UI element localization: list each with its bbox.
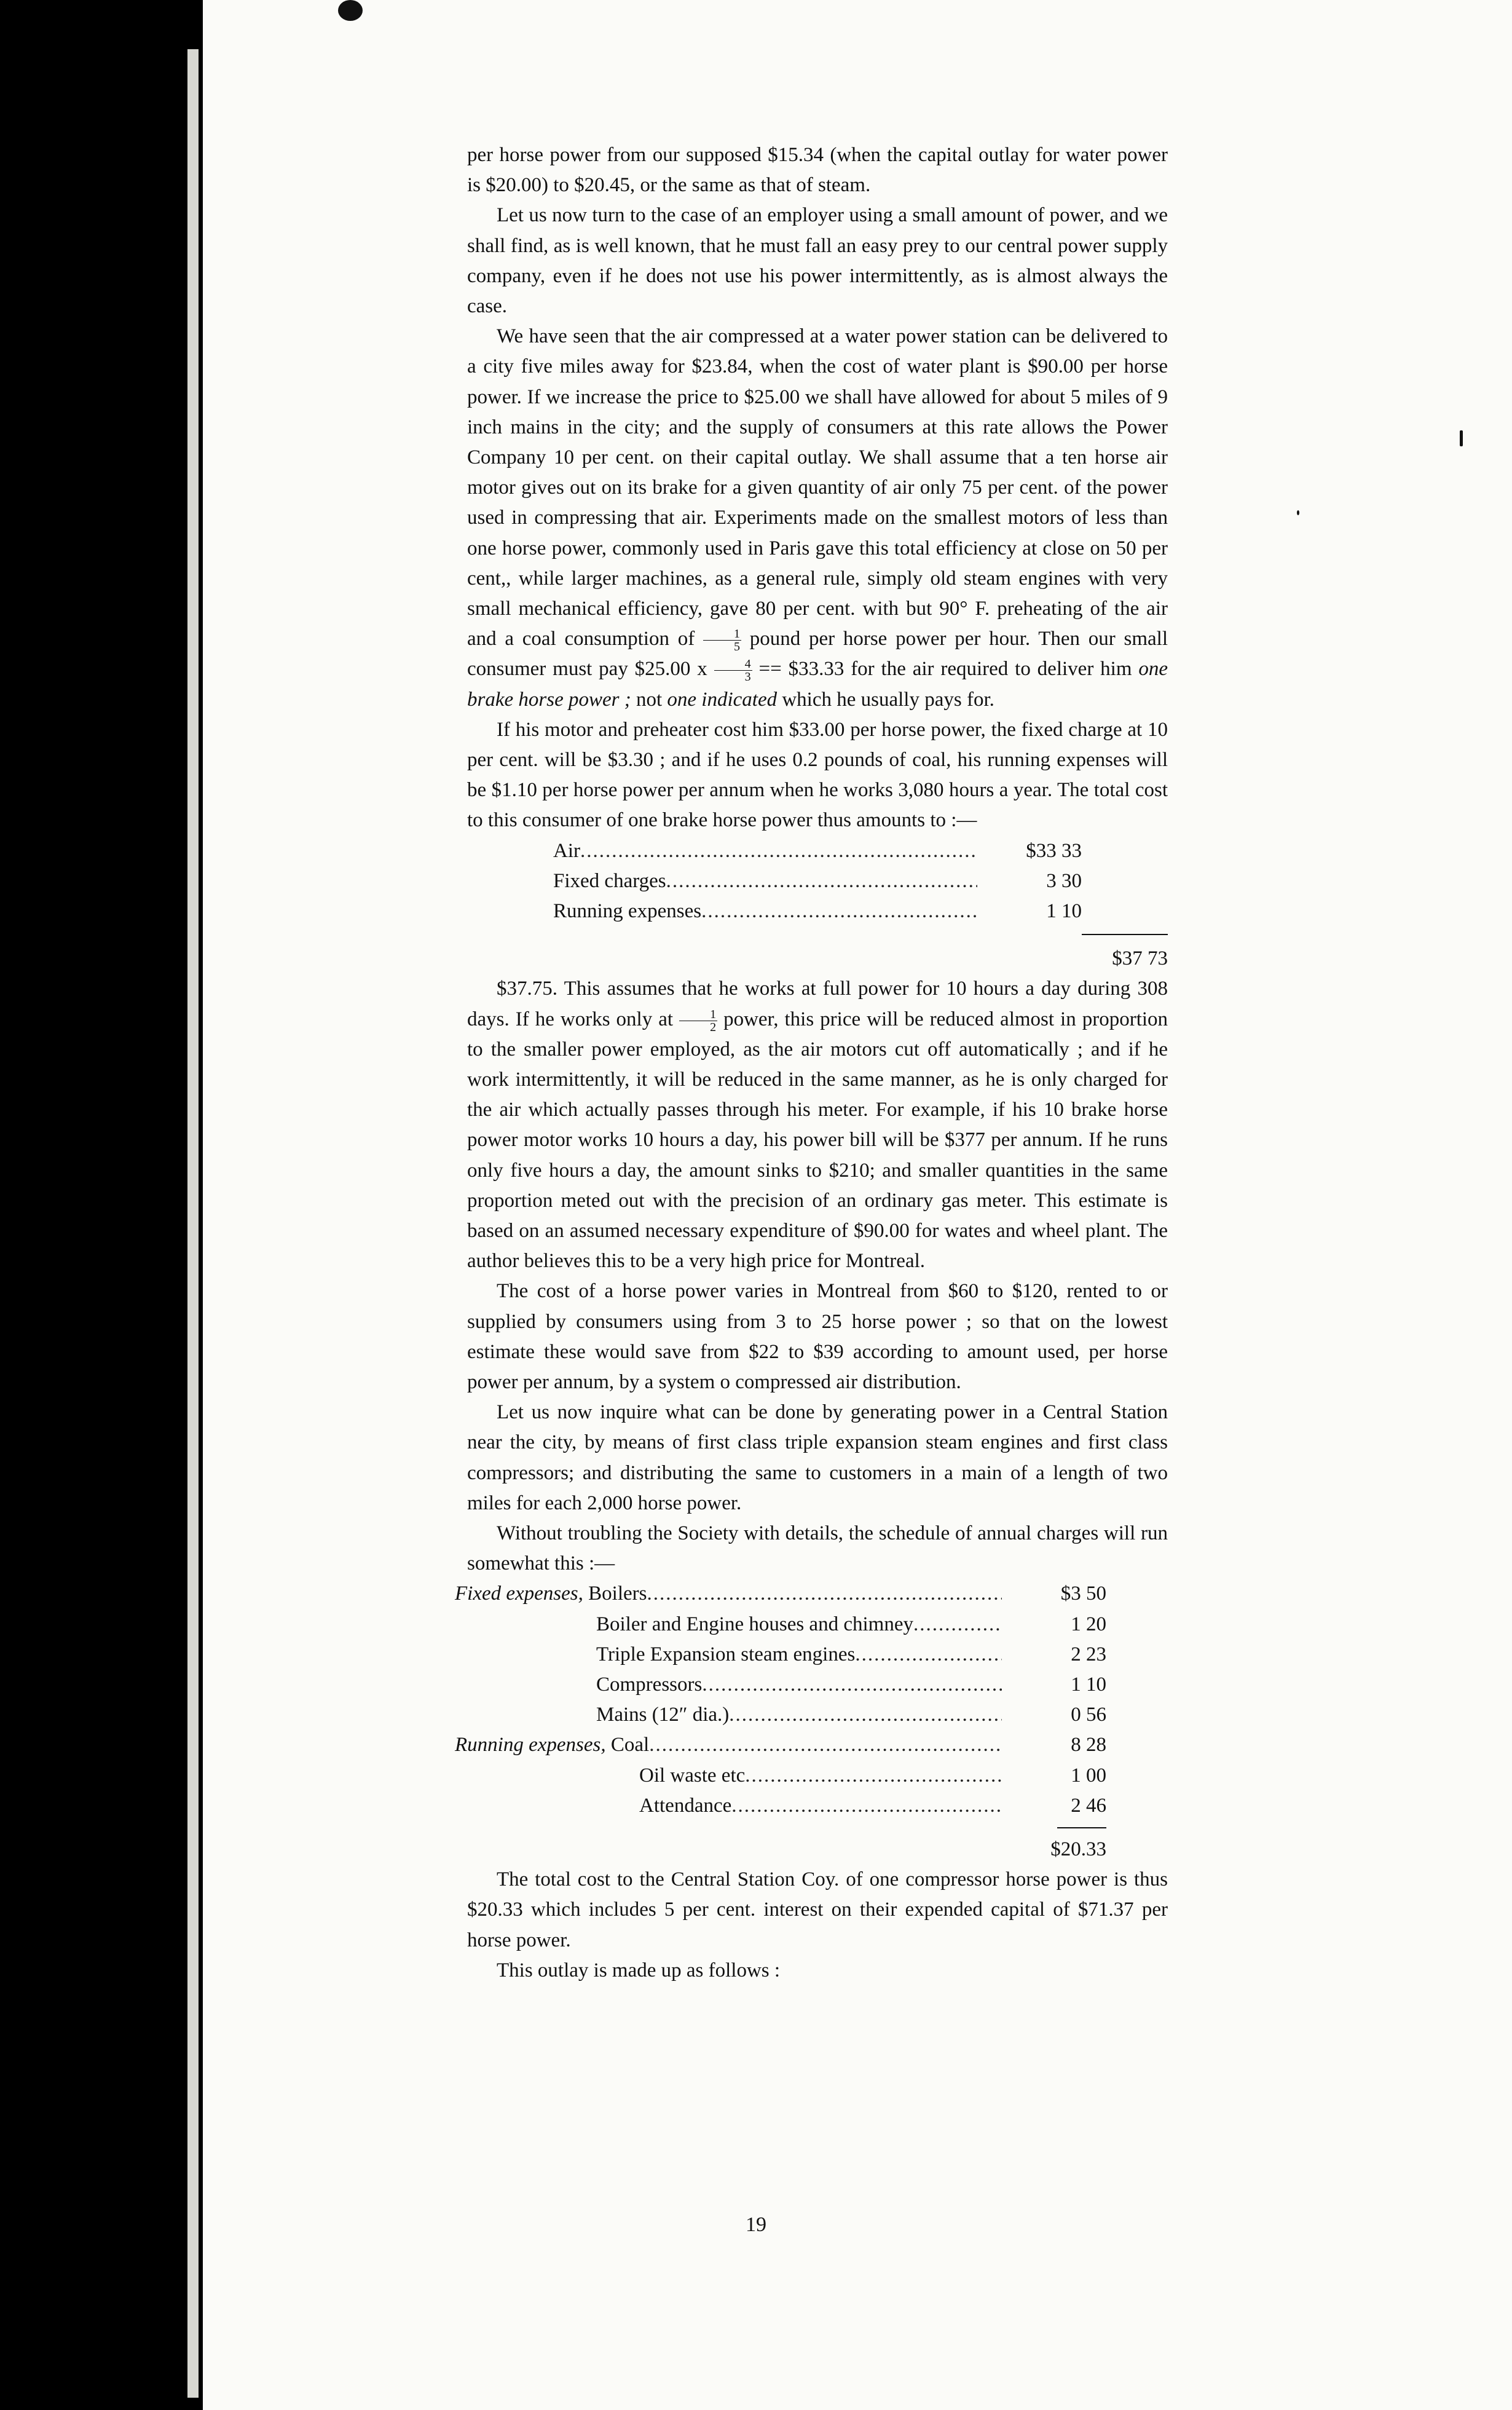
- ledger-label: [455, 1579, 647, 1609]
- ledger-row: [467, 1700, 1106, 1730]
- central-station-charges-table: [455, 1579, 1106, 1865]
- ledger-value: 2 23: [1071, 1643, 1106, 1665]
- italic-run: one brake horse power ;: [467, 658, 1168, 711]
- ledger-label: Air: [553, 839, 580, 862]
- ledger-label: [455, 1730, 649, 1760]
- paragraph: [467, 322, 1168, 715]
- fraction-denominator: 5: [733, 640, 740, 654]
- ledger-label: Fixed charges: [553, 869, 666, 892]
- leader-dots: [702, 1670, 1002, 1700]
- ledger-label: Oil waste etc: [639, 1764, 746, 1787]
- fraction-denominator: 2: [710, 1020, 717, 1034]
- text-run: power, this price will be reduced almost in proportion to the smaller power employed, as the air motors cut off automatically ; and if he work intermittently, it will be reduced in the same manner, as he is only charged for the air which actually passes through his meter. For example, if his 10 brake horse power motor works 10 hours a day, his power bill will be $377 per annum. If he runs only five hours a day, the amount sinks to $210; and smaller quantities in the same proportion meted out with the precision of an ordinary gas meter. This estimate is based on an assumed necessary expenditure of $90.00 for wates and wheel plant. The author believes this to be a very high price for Montreal.: [467, 1008, 1168, 1273]
- scan-speck: [338, 0, 363, 21]
- ledger-value: 1 10: [1046, 900, 1082, 923]
- paragraph: The total cost to the Central Station Coy. of one compressor horse power is thus $20.33 which includes 5 per cent. interest on their expended capital of $71.37 per horse power.: [467, 1868, 1168, 1951]
- fraction: [703, 628, 741, 653]
- text-run: We have seen that the air compressed at a water power station can be delivered to a city five miles away for $23.84, when the cost of water plant is $90.00 per horse power. If we increase the price to $25.00 we shall have allowed for about 5 miles of 9 inch mains in the city; and the supply of consumers at this rate allows the Power Company 10 per cent. on their capital outlay. We shall assume that a ten horse air motor gives out on its brake for a given quantity of air only 75 per cent. of the power used in compressing that air. Experiments made on the smallest motors of less than one horse power, commonly used in Paris gave this total efficiency at close on 50 per cent,, while larger machines, as a general rule, simply old steam engines with very small mechanical efficiency, gave 80 per cent. with but 90° F. preheating of the air and a coal consumption of: [467, 325, 1168, 650]
- ledger-value: 0 56: [1071, 1704, 1106, 1726]
- sum-rule: [1082, 934, 1168, 944]
- ledger-value: 1 20: [1071, 1613, 1106, 1635]
- paragraph: [467, 974, 1168, 1276]
- ledger-value: 3 30: [1046, 869, 1082, 892]
- scan-speck: [1297, 510, 1299, 515]
- ledger-row: [467, 1610, 1106, 1640]
- section-heading: Running expenses,: [455, 1734, 606, 1756]
- ledger-row: [455, 1730, 1106, 1760]
- leader-dots: [701, 896, 977, 926]
- paragraph: The cost of a horse power varies in Montreal from $60 to $120, rented to or supplied by consumers using from 3 to 25 horse power ; so that on the lowest estimate these would save from $22 to $39 according to amount used, per horse power per annum, by a system o compressed air distribution.: [467, 1280, 1168, 1394]
- text-column: [455, 140, 1168, 1986]
- ledger-row: [553, 836, 1082, 866]
- consumer-cost-table: [553, 836, 1168, 974]
- ledger-total: $20.33: [1050, 1838, 1106, 1860]
- binding-edge: [187, 49, 199, 2398]
- paragraph: If his motor and preheater cost him $33.00 per horse power, the fixed charge at 10 per cent. will be $3.30 ; and if he uses 0.2 pounds of coal, his running expenses will be $1.10 per horse power per annum when he works 3,080 hours a year. The total cost to this consumer of one brake horse power thus amounts to :—: [467, 718, 1168, 832]
- ledger-value: 1 10: [1071, 1673, 1106, 1696]
- ledger-label: Mains (12″ dia.): [596, 1704, 730, 1726]
- fraction-denominator: 3: [744, 670, 751, 684]
- ledger-value: 1 00: [1071, 1764, 1106, 1787]
- leader-dots: [649, 1730, 1002, 1760]
- leader-dots: [855, 1640, 1002, 1670]
- ledger-row: [553, 866, 1082, 896]
- text-run: pound per horse power per hour. Then our small consumer must pay $25.00 x: [467, 628, 1168, 681]
- page-number: 19: [746, 2213, 766, 2236]
- ledger-label-text: Coal: [610, 1734, 650, 1756]
- paragraph: This outlay is made up as follows :: [497, 1959, 781, 1981]
- paragraph: Without troubling the Society with details, the schedule of annual charges will run somewhat this :—: [467, 1522, 1168, 1575]
- section-heading: Fixed expenses,: [455, 1582, 583, 1605]
- italic-run: one indicated: [667, 688, 778, 711]
- fraction: [679, 1008, 717, 1033]
- leader-dots: [666, 866, 977, 896]
- leader-dots: [745, 1761, 1002, 1791]
- ledger-label: Triple Expansion steam engines: [596, 1643, 856, 1665]
- ledger-total: $37 73: [1112, 947, 1168, 970]
- ledger-value: $33 33: [1026, 839, 1082, 862]
- ledger-value: 2 46: [1071, 1794, 1106, 1817]
- text-run: not: [636, 688, 663, 711]
- ledger-row: [467, 1640, 1106, 1670]
- leader-dots: [913, 1610, 1002, 1640]
- ledger-label: Running expenses: [553, 900, 702, 923]
- ledger-label: Attendance: [639, 1794, 732, 1817]
- leader-dots: [580, 836, 977, 866]
- fraction-numerator: 1: [703, 628, 741, 641]
- text-run: which he usually pays for.: [782, 688, 994, 711]
- text-run: == $33.33 for the air required to deliver him: [758, 658, 1132, 681]
- ledger-label-text: Boilers: [588, 1582, 647, 1605]
- fraction-numerator: 1: [679, 1008, 717, 1021]
- leader-dots: [729, 1700, 1002, 1730]
- fraction: [714, 658, 752, 683]
- text-run: $37.75. This assumes that he works at full power for 10 hours a day during 308 days. If he works only at: [467, 978, 1168, 1030]
- ledger-value: $3 50: [1060, 1582, 1106, 1605]
- scan-speck: [1460, 430, 1463, 446]
- leader-dots: [647, 1579, 1002, 1609]
- ledger-label: Compressors: [596, 1673, 703, 1696]
- ledger-row: [455, 1579, 1106, 1609]
- ledger-row: [553, 896, 1082, 926]
- leader-dots: [731, 1791, 1002, 1821]
- ledger-row: [467, 1670, 1106, 1700]
- paragraph: Let us now inquire what can be done by generating power in a Central Station near the city, by means of first class triple expansion steam engines and first class compressors; and distributing the same to customers in a main of a length of two miles for each 2,000 horse power.: [467, 1401, 1168, 1514]
- sum-rule: [1057, 1827, 1106, 1835]
- ledger-row: [467, 1761, 1106, 1791]
- fraction-numerator: 4: [714, 658, 752, 671]
- ledger-value: 8 28: [1071, 1734, 1106, 1756]
- paragraph: per horse power from our supposed $15.34 (when the capital outlay for water power is $20.00) to $20.45, or the same as that of steam.: [467, 144, 1168, 197]
- ledger-row: [467, 1791, 1106, 1821]
- paragraph: Let us now turn to the case of an employer using a small amount of power, and we shall find, as is well known, that he must fall an easy prey to our central power supply company, even if he does not use his power intermittently, as is almost always the case.: [467, 204, 1168, 318]
- ledger-label: Boiler and Engine houses and chimney: [596, 1613, 913, 1635]
